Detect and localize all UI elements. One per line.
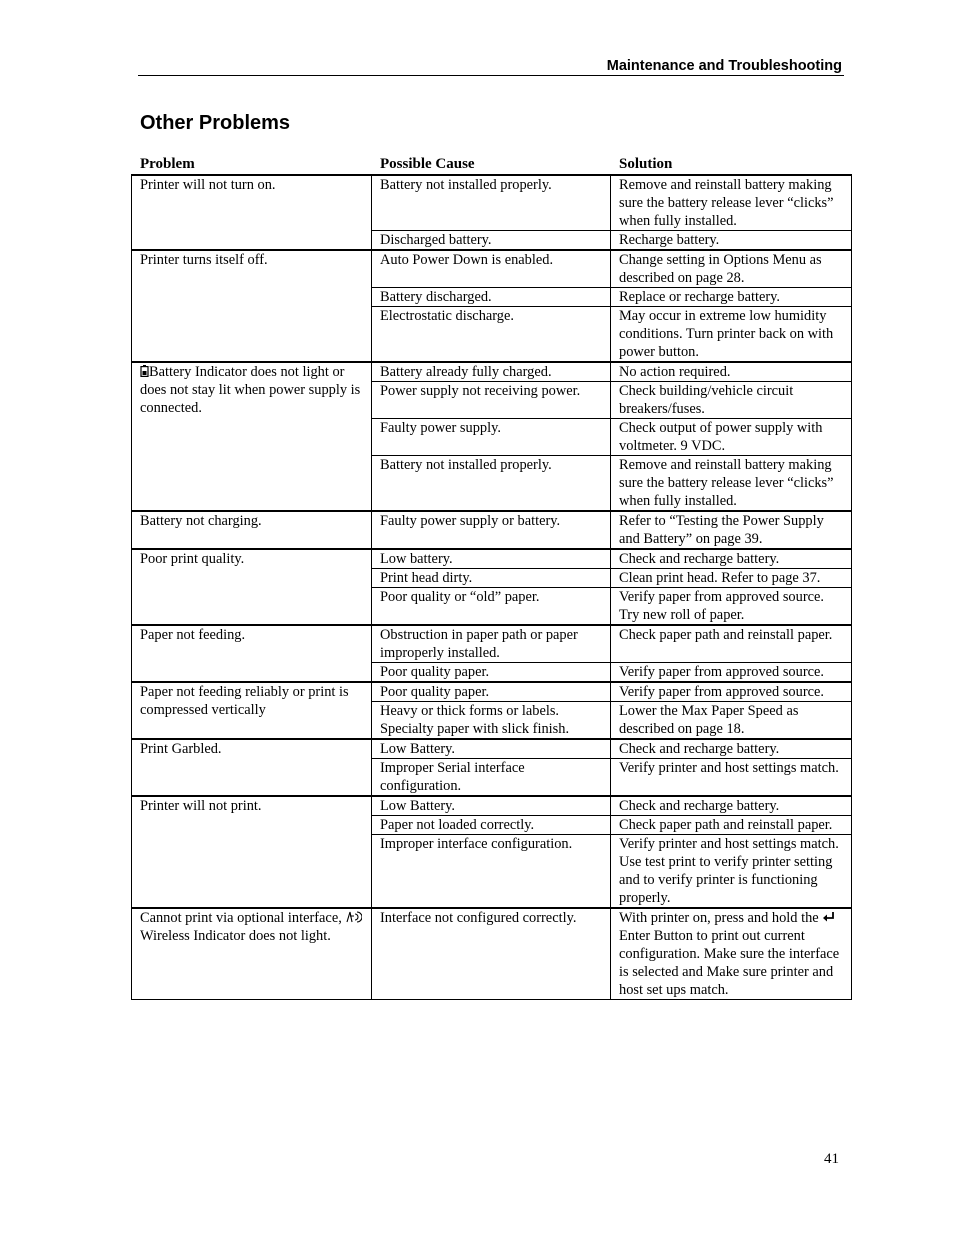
column-headers (140, 156, 850, 174)
solution-cell: Verify paper from approved source. (611, 682, 852, 702)
problem-cell: Poor print quality. (132, 549, 372, 625)
cause-cell: Print head dirty. (372, 569, 611, 588)
solution-cell (611, 908, 852, 1000)
running-header-text: Maintenance and Troubleshooting (606, 58, 842, 74)
table-row (132, 908, 852, 1000)
cause-cell: Electrostatic discharge. (372, 307, 611, 363)
table-row (132, 625, 852, 663)
solution-text-part: Enter Button to print out current configuration. Make sure the interface is selected and Make sure printer and host set ups match. (619, 928, 840, 998)
cause-cell: Paper not loaded correctly. (372, 816, 611, 835)
solution-cell: Check paper path and reinstall paper. (611, 625, 852, 663)
column-header-solution: Solution (619, 156, 673, 172)
solution-cell: Lower the Max Paper Speed as described on page 18. (611, 702, 852, 740)
enter-arrow-icon (822, 911, 835, 923)
cause-cell: Low battery. (372, 549, 611, 569)
cause-cell: Poor quality paper. (372, 682, 611, 702)
solution-cell: May occur in extreme low humidity conditions. Turn printer back on with power button. (611, 307, 852, 363)
solution-cell: Verify printer and host settings match. (611, 759, 852, 797)
cause-cell: Poor quality paper. (372, 663, 611, 683)
running-header (138, 56, 844, 76)
cause-cell: Battery already fully charged. (372, 362, 611, 382)
cause-cell: Interface not configured correctly. (372, 908, 611, 1000)
cause-cell: Battery discharged. (372, 288, 611, 307)
problem-cell: Paper not feeding. (132, 625, 372, 682)
wireless-icon (345, 911, 362, 923)
table-row (132, 175, 852, 231)
solution-cell: Check output of power supply with voltmeter. 9 VDC. (611, 419, 852, 456)
troubleshooting-table (131, 174, 852, 1000)
solution-cell: Replace or recharge battery. (611, 288, 852, 307)
solution-cell: Check and recharge battery. (611, 549, 852, 569)
cause-cell: Auto Power Down is enabled. (372, 250, 611, 288)
solution-cell: Clean print head. Refer to page 37. (611, 569, 852, 588)
problem-cell: Printer will not print. (132, 796, 372, 908)
column-header-cause: Possible Cause (380, 156, 475, 172)
problem-cell: Print Garbled. (132, 739, 372, 796)
cause-cell: Battery not installed properly. (372, 456, 611, 512)
solution-cell: Verify paper from approved source. (611, 663, 852, 683)
cause-cell: Obstruction in paper path or paper improperly installed. (372, 625, 611, 663)
cause-cell: Improper interface configuration. (372, 835, 611, 909)
cause-cell: Poor quality or “old” paper. (372, 588, 611, 626)
solution-cell: Refer to “Testing the Power Supply and Battery” on page 39. (611, 511, 852, 549)
problem-text: Battery Indicator does not light or does not stay lit when power supply is connected. (140, 364, 361, 416)
cause-cell: Faulty power supply or battery. (372, 511, 611, 549)
cause-cell: Low Battery. (372, 739, 611, 759)
column-header-problem: Problem (140, 156, 195, 172)
solution-cell: Verify paper from approved source. Try new roll of paper. (611, 588, 852, 626)
cause-cell: Low Battery. (372, 796, 611, 816)
table-row (132, 796, 852, 816)
problem-text-part: Wireless Indicator does not light. (140, 928, 331, 944)
cause-cell: Discharged battery. (372, 231, 611, 251)
solution-cell: Remove and reinstall battery making sure the battery release lever “clicks” when fully installed. (611, 175, 852, 231)
table-row (132, 250, 852, 288)
solution-cell: Check paper path and reinstall paper. (611, 816, 852, 835)
table-row (132, 739, 852, 759)
solution-cell: Check and recharge battery. (611, 739, 852, 759)
problem-cell: Battery not charging. (132, 511, 372, 549)
problem-cell: Printer will not turn on. (132, 175, 372, 250)
cause-cell: Faulty power supply. (372, 419, 611, 456)
cause-cell: Improper Serial interface configuration. (372, 759, 611, 797)
problem-cell: Paper not feeding reliably or print is compressed vertically (132, 682, 372, 739)
solution-cell: Check building/vehicle circuit breakers/fuses. (611, 382, 852, 419)
solution-cell: No action required. (611, 362, 852, 382)
table-row (132, 549, 852, 569)
cause-cell: Heavy or thick forms or labels. Specialty paper with slick finish. (372, 702, 611, 740)
table-row (132, 511, 852, 549)
problem-cell (132, 362, 372, 511)
problem-cell: Printer turns itself off. (132, 250, 372, 362)
table-row (132, 362, 852, 382)
solution-cell: Check and recharge battery. (611, 796, 852, 816)
battery-icon (140, 365, 149, 377)
solution-cell: Change setting in Options Menu as described on page 28. (611, 250, 852, 288)
problem-cell (132, 908, 372, 1000)
solution-cell: Remove and reinstall battery making sure the battery release lever “clicks” when fully installed. (611, 456, 852, 512)
table-row (132, 682, 852, 702)
cause-cell: Battery not installed properly. (372, 175, 611, 231)
solution-cell: Verify printer and host settings match. Use test print to verify printer setting and to verify printer is functioning properly. (611, 835, 852, 909)
solution-cell: Recharge battery. (611, 231, 852, 251)
solution-text-part: With printer on, press and hold the (619, 910, 819, 926)
page-number: 41 (824, 1151, 839, 1167)
cause-cell: Power supply not receiving power. (372, 382, 611, 419)
section-title: Other Problems (140, 112, 291, 134)
problem-text-part: Cannot print via optional interface, (140, 910, 342, 926)
